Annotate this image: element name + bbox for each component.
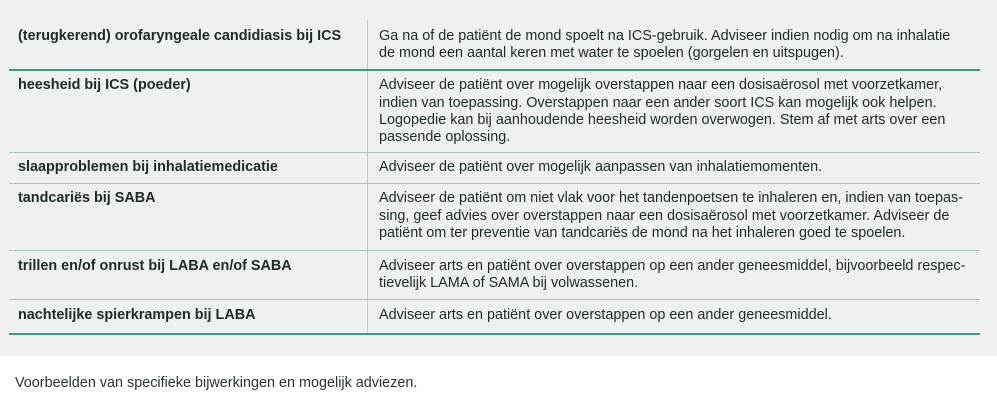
side-effect-cell: (terugkerend) orofaryngeale candidiasis bij ICS xyxy=(9,20,368,70)
advice-cell: Adviseer arts en patiënt over overstappen op een ander geneesmiddel, bijvoorbeeld respectievelijk LAMA of SAMA bij volwassenen. xyxy=(368,251,981,300)
side-effects-table xyxy=(9,20,980,335)
side-effect-cell: trillen en/of onrust bij LABA en/of SABA xyxy=(9,251,368,300)
table-row xyxy=(9,184,980,251)
advice-cell: Ga na of de patiënt de mond spoelt na ICS-gebruik. Adviseer indien nodig om na inhalatie de mond een aantal keren met water te spoelen (gorgelen en uitspugen). xyxy=(368,20,981,70)
advice-cell: Adviseer arts en patiënt over overstappen op een ander geneesmiddel. xyxy=(368,300,981,334)
table-row xyxy=(9,251,980,300)
table-row xyxy=(9,153,980,184)
table-caption: Voorbeelden van specifieke bijwerkingen en mogelijk adviezen. xyxy=(15,375,418,391)
table-row xyxy=(9,70,980,152)
side-effect-cell: nachtelijke spierkrampen bij LABA xyxy=(9,300,368,334)
table-row xyxy=(9,20,980,70)
advice-cell: Adviseer de patiënt over mogelijk overstappen naar een dosisaërosol met voorzetkamer, indien van toepassing. Overstappen naar een ander soort ICS kan mogelijk ook helpen. Logopedie kan bij aanhoudende heesheid worden overwogen. Stem af met arts over een passende oplossing. xyxy=(368,70,981,152)
advice-cell: Adviseer de patiënt om niet vlak voor het tandenpoetsen te inhaleren en, indien van toepassing, geef advies over overstappen naar een dosisaërosol met voorzetkamer. Adviseer de patiënt om ter preventie van tandcariës de mond na het inhaleren goed te spoelen. xyxy=(368,184,981,251)
side-effect-cell: slaapproblemen bij inhalatiemedicatie xyxy=(9,153,368,184)
side-effect-cell: heesheid bij ICS (poeder) xyxy=(9,70,368,152)
advice-cell: Adviseer de patiënt over mogelijk aanpassen van inhalatiemomenten. xyxy=(368,153,981,184)
side-effect-cell: tandcariës bij SABA xyxy=(9,184,368,251)
table-row xyxy=(9,300,980,334)
